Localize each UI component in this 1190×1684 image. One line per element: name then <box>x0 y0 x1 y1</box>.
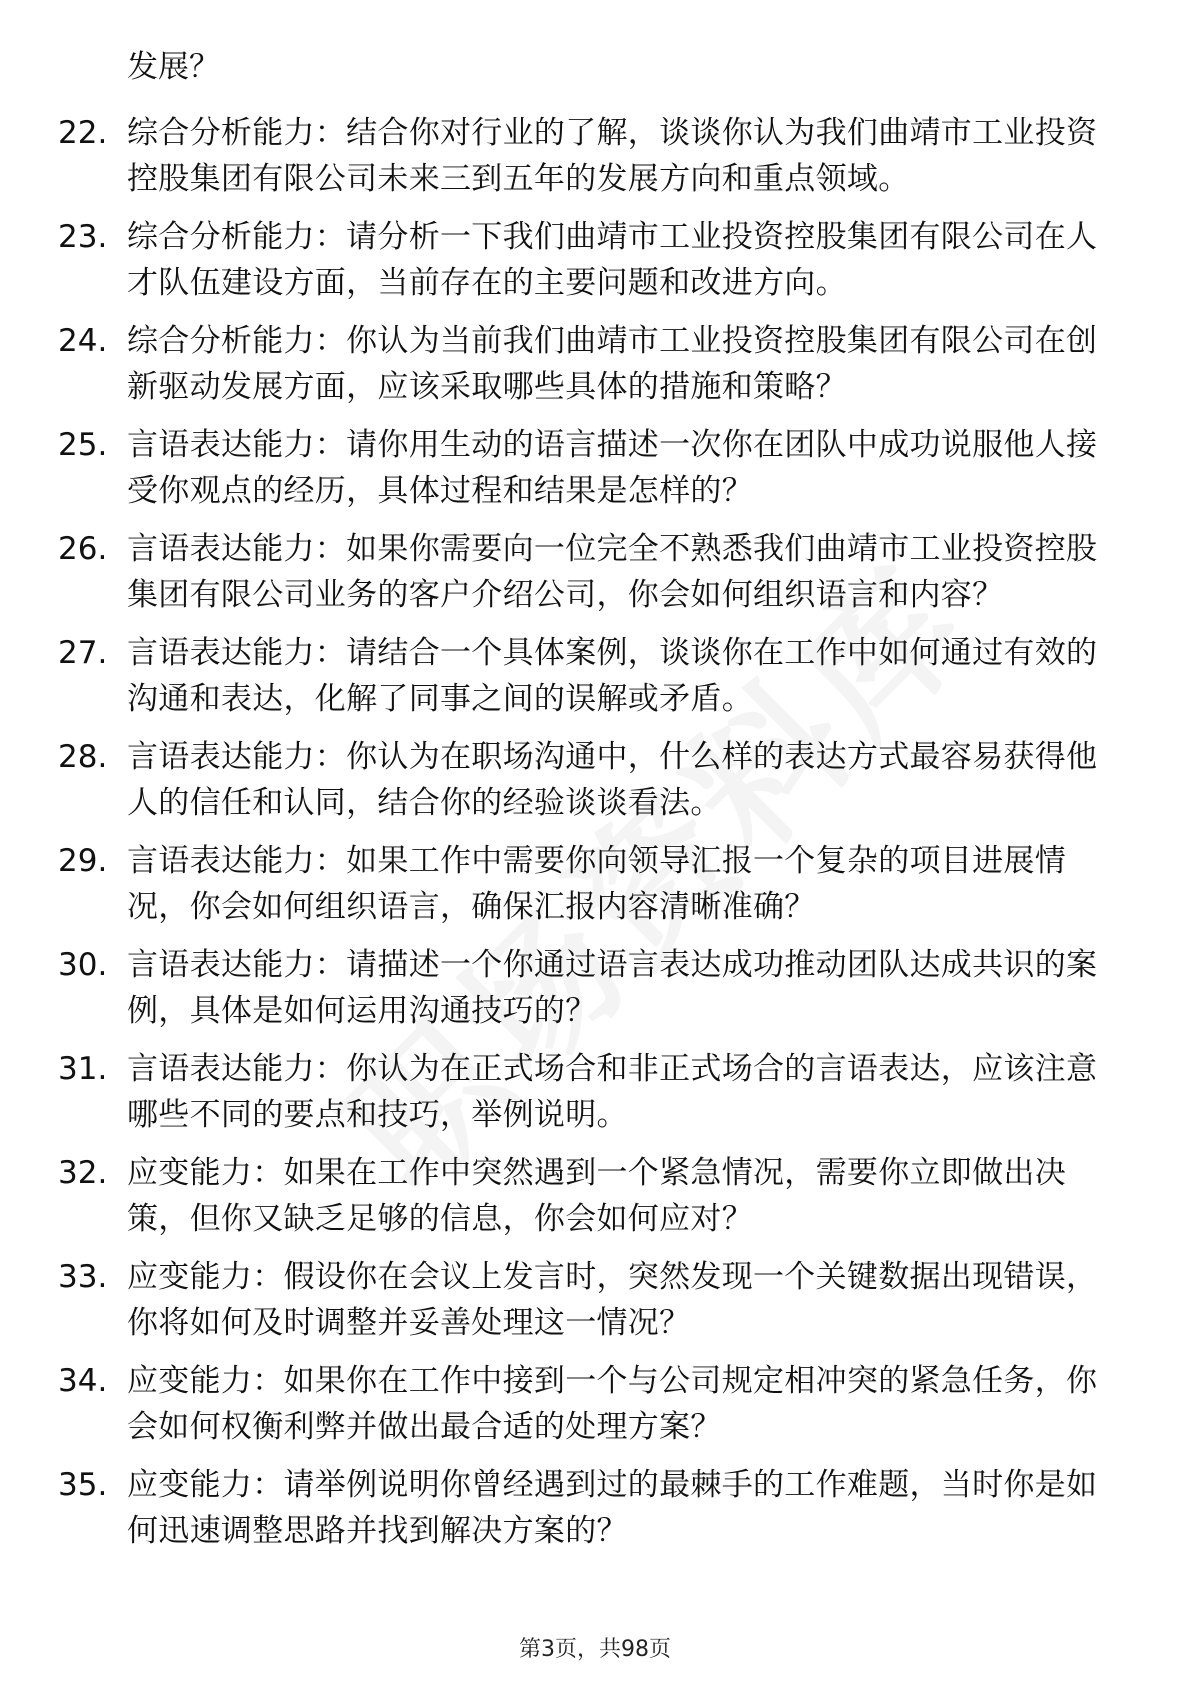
question-item <box>0 318 1190 410</box>
question-item <box>0 1046 1190 1138</box>
question-text: 应变能力：假设你在会议上发言时，突然发现一个关键数据出现错误，你将如何及时调整并妥善处理这一情况？ <box>127 1259 1098 1341</box>
question-text: 言语表达能力：如果工作中需要你向领导汇报一个复杂的项目进展情况，你会如何组织语言，确保汇报内容清晰准确？ <box>127 843 1066 925</box>
question-item <box>0 526 1190 618</box>
question-text: 言语表达能力：你认为在职场沟通中，什么样的表达方式最容易获得他人的信任和认同，结合你的经验谈谈看法。 <box>127 739 1098 821</box>
question-text: 综合分析能力：请分析一下我们曲靖市工业投资控股集团有限公司在人才队伍建设方面，当前存在的主要问题和改进方向。 <box>127 219 1098 301</box>
question-number: 30. <box>58 947 108 983</box>
question-list <box>0 110 1190 1566</box>
question-text: 言语表达能力：请你用生动的语言描述一次你在团队中成功说服他人接受你观点的经历，具体过程和结果是怎样的？ <box>127 427 1098 509</box>
question-number: 28. <box>58 739 108 775</box>
question-number: 26. <box>58 531 108 567</box>
question-item <box>0 1150 1190 1242</box>
question-text: 言语表达能力：你认为在正式场合和非正式场合的言语表达，应该注意哪些不同的要点和技巧，举例说明。 <box>127 1051 1098 1133</box>
page-footer: 第3页，共98页 <box>519 1637 671 1662</box>
question-text: 言语表达能力：请描述一个你通过语言表达成功推动团队达成共识的案例，具体是如何运用沟通技巧的？ <box>127 947 1098 1029</box>
question-text: 言语表达能力：如果你需要向一位完全不熟悉我们曲靖市工业投资控股集团有限公司业务的客户介绍公司，你会如何组织语言和内容？ <box>127 531 1098 613</box>
question-text: 综合分析能力：你认为当前我们曲靖市工业投资控股集团有限公司在创新驱动发展方面，应该采取哪些具体的措施和策略？ <box>127 323 1098 405</box>
question-number: 29. <box>58 843 108 879</box>
question-text: 言语表达能力：请结合一个具体案例，谈谈你在工作中如何通过有效的沟通和表达，化解了同事之间的误解或矛盾。 <box>127 635 1098 717</box>
question-number: 23. <box>58 219 108 255</box>
question-item <box>0 838 1190 930</box>
question-item <box>0 422 1190 514</box>
question-number: 31. <box>58 1051 108 1087</box>
question-number: 27. <box>58 635 108 671</box>
question-text: 应变能力：请举例说明你曾经遇到过的最棘手的工作难题，当时你是如何迅速调整思路并找到解决方案的？ <box>127 1467 1098 1549</box>
question-item <box>0 942 1190 1034</box>
question-number: 22. <box>58 115 108 151</box>
continuation-text: 发展？ <box>127 49 220 85</box>
question-number: 32. <box>58 1155 108 1191</box>
question-text: 应变能力：如果你在工作中接到一个与公司规定相冲突的紧急任务，你会如何权衡利弊并做出最合适的处理方案？ <box>127 1363 1098 1445</box>
question-item <box>0 110 1190 202</box>
question-text: 综合分析能力：结合你对行业的了解，谈谈你认为我们曲靖市工业投资控股集团有限公司未来三到五年的发展方向和重点领域。 <box>127 115 1098 197</box>
question-item <box>0 1358 1190 1450</box>
question-item <box>0 1254 1190 1346</box>
question-number: 35. <box>58 1467 108 1503</box>
question-number: 34. <box>58 1363 108 1399</box>
question-text: 应变能力：如果在工作中突然遇到一个紧急情况，需要你立即做出决策，但你又缺乏足够的信息，你会如何应对？ <box>127 1155 1066 1237</box>
question-number: 33. <box>58 1259 108 1295</box>
question-number: 25. <box>58 427 108 463</box>
question-item <box>0 630 1190 722</box>
question-item <box>0 214 1190 306</box>
question-item <box>0 734 1190 826</box>
question-number: 24. <box>58 323 108 359</box>
question-item <box>0 1462 1190 1554</box>
